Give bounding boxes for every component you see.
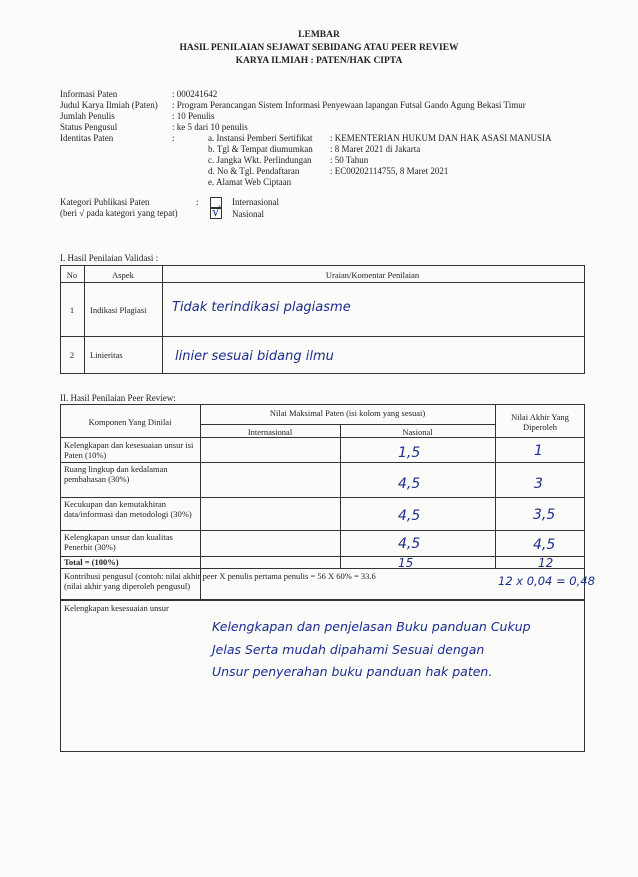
nilai-akhir: 1: [534, 443, 543, 459]
komentar-line: Unsur penyerahan buku panduan hak paten.: [212, 664, 493, 679]
kategori-colon: :: [196, 197, 199, 207]
identity-label: b. Tgl & Tempat diumumkan: [208, 144, 313, 154]
row-komentar-handwritten: Tidak terindikasi plagiasme: [172, 300, 351, 315]
table-divider: [162, 265, 163, 373]
komponen-label: Kecukupan dan kemutakhiran data/informasi dan metodologi (30%): [64, 499, 192, 519]
info-value: : 10 Penulis: [172, 111, 215, 121]
header-aspek: Aspek: [112, 270, 134, 280]
option-internasional-label: Internasional: [232, 197, 279, 207]
info-label: Informasi Paten: [60, 89, 118, 99]
row-aspek: Indikasi Plagiasi: [90, 305, 147, 315]
table-divider: [60, 530, 584, 531]
row-komentar-handwritten: linier sesuai bidang ilmu: [175, 349, 334, 364]
info-label: Jumlah Penulis: [60, 111, 115, 121]
kontribusi-note: (nilai akhir yang diperoleh pengusul): [64, 581, 191, 591]
section2-title: II. Hasil Penilaian Peer Review:: [60, 393, 176, 403]
table-divider: [60, 336, 584, 337]
check-mark: √: [212, 205, 221, 220]
info-value: : 000241642: [172, 89, 218, 99]
identity-label: d. No & Tgl. Pendaftaran: [208, 166, 300, 176]
info-label: Identitas Paten: [60, 133, 114, 143]
total-akhir: 12: [538, 556, 554, 570]
header-no: No: [66, 270, 78, 280]
table-divider: [60, 556, 584, 557]
row-aspek: Linieritas: [90, 350, 123, 360]
nilai-nasional: 4,5: [398, 536, 421, 552]
header-nasional: Nasional: [402, 427, 433, 437]
identity-label: a. Instansi Pemberi Sertifikat: [208, 133, 313, 143]
total-label: Total = (100%): [64, 557, 119, 567]
komentar-line: Jelas Serta mudah dipahami Sesuai dengan: [212, 642, 485, 657]
nilai-nasional: 1,5: [398, 445, 421, 461]
nilai-nasional: 4,5: [398, 476, 421, 492]
table-divider: [60, 462, 584, 463]
info-value: :: [172, 133, 175, 143]
row-no: 2: [69, 350, 75, 360]
table-divider: [60, 437, 584, 438]
info-label: Judul Karya Ilmiah (Paten): [60, 100, 158, 110]
komentar-line: Kelengkapan dan penjelasan Buku panduan Cukup: [212, 619, 531, 634]
table-divider: [60, 568, 584, 569]
section1-title: I. Hasil Penilaian Validasi :: [60, 253, 159, 263]
komponen-label: Kelengkapan dan kesesuaian unsur isi Paten (10%): [64, 440, 194, 460]
nilai-nasional: 4,5: [398, 508, 421, 524]
info-label: Status Pengusul: [60, 122, 118, 132]
kategori-label: Kategori Publikasi Paten: [60, 197, 150, 207]
identity-value: : 50 Tahun: [330, 155, 369, 165]
total-nasional: 15: [398, 556, 414, 570]
identity-value: : 8 Maret 2021 di Jakarta: [330, 144, 421, 154]
table-divider: [495, 404, 496, 568]
identity-label: c. Jangka Wkt. Perlindungan: [208, 155, 312, 165]
table-divider: [84, 265, 85, 373]
info-value: : ke 5 dari 10 penulis: [172, 122, 248, 132]
kontribusi-value: 12 x 0,04 = 0,48: [498, 574, 595, 588]
identity-value: : KEMENTERIAN HUKUM DAN HAK ASASI MANUSIA: [330, 133, 552, 143]
identity-label: e. Alamat Web Ciptaan: [208, 177, 292, 187]
komponen-label: Kelengkapan unsur dan kualitas Penerbit (30%): [64, 532, 173, 552]
identity-value: : EC00202114755, 8 Maret 2021: [330, 166, 449, 176]
kategori-hint: (beri √ pada kategori yang tepat): [60, 208, 178, 218]
table-divider: [60, 282, 584, 283]
doc-title-lembar: LEMBAR: [298, 30, 340, 40]
table-divider: [60, 497, 584, 498]
info-value: : Program Perancangan Sistem Informasi Penyewaan lapangan Futsal Gando Agung Bekasi Timur: [172, 100, 526, 110]
komponen-label: Ruang lingkup dan kedalaman pembahasan (30%): [64, 464, 168, 484]
header-nilai-akhir: Nilai Akhir Yang Diperoleh: [511, 412, 569, 432]
nilai-akhir: 4,5: [533, 537, 556, 553]
header-komponen: Komponen Yang Dinilai: [88, 417, 172, 427]
option-nasional-label: Nasional: [232, 209, 264, 219]
header-komentar: Uraian/Komentar Penilaian: [325, 270, 420, 280]
nilai-akhir: 3: [534, 476, 543, 492]
doc-title-sub: KARYA ILMIAH : PATEN/HAK CIPTA: [235, 56, 403, 66]
komentar-label: Kelengkapan kesesuaian unsur: [64, 603, 169, 613]
header-internasional: Internasional: [247, 427, 293, 437]
table-divider: [200, 424, 495, 425]
header-nilai-maks: Nilai Maksimal Paten (isi kolom yang sesuai): [269, 408, 426, 418]
checkbox-nasional[interactable]: [210, 205, 222, 220]
nilai-akhir: 3,5: [533, 507, 556, 523]
doc-title-main: HASIL PENILAIAN SEJAWAT SEBIDANG ATAU PEER REVIEW: [179, 43, 459, 53]
table-divider: [340, 424, 341, 568]
kontribusi-label: Kontribusi pengusul (contoh: nilai akhir peer X penulis pertama penulis = 56 X 60% = 33.6: [64, 571, 376, 581]
row-no: 1: [69, 305, 75, 315]
